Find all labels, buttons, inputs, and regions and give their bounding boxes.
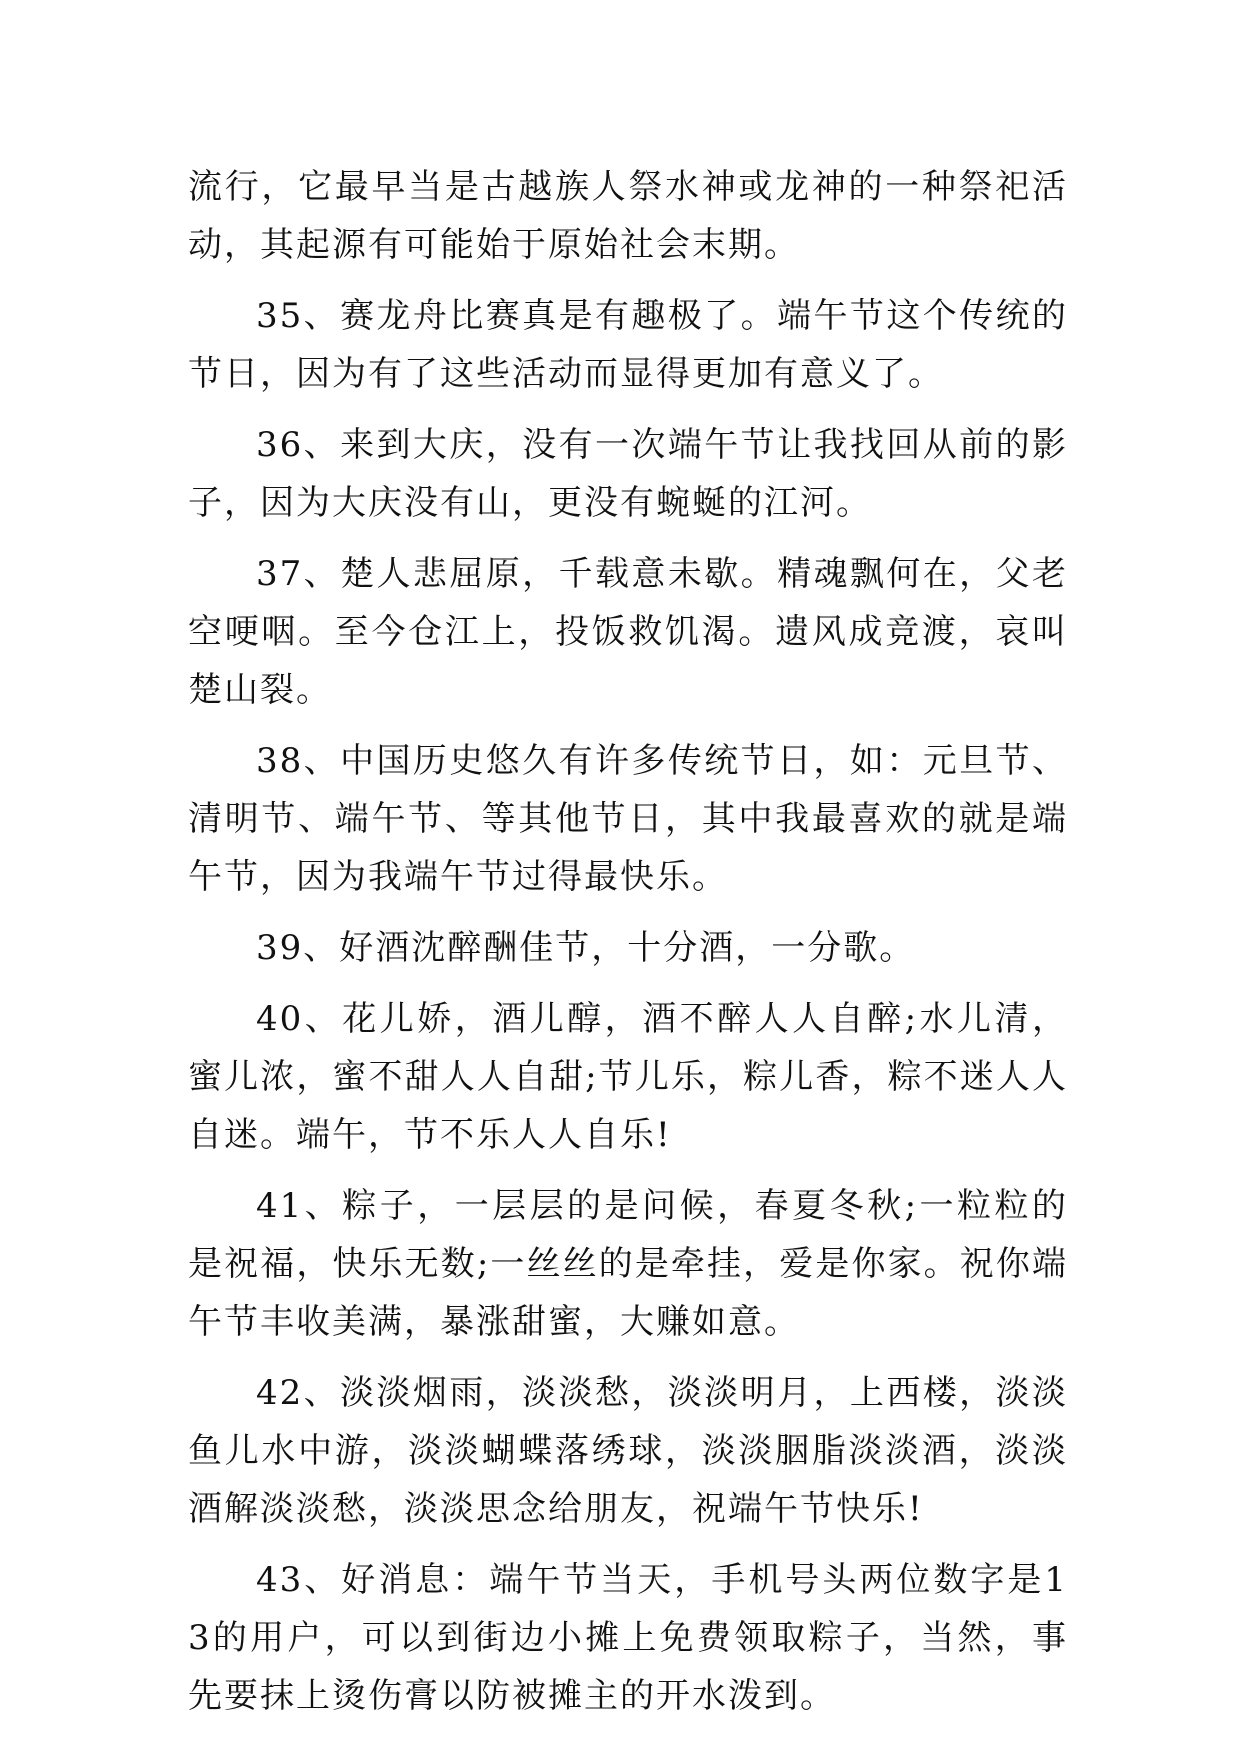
paragraph-36: 36、来到大庆，没有一次端午节让我找回从前的影子，因为大庆没有山，更没有蜿蜒的江河。 bbox=[188, 425, 1068, 523]
paragraph-38: 38、中国历史悠久有许多传统节日，如：元旦节、清明节、端午节、等其他节日，其中我最喜欢的就是端午节，因为我端午节过得最快乐。 bbox=[188, 741, 1068, 897]
paragraph-continued: 流行，它最早当是古越族人祭水神或龙神的一种祭祀活动，其起源有可能始于原始社会末期。 bbox=[188, 167, 1068, 265]
paragraph-35: 35、赛龙舟比赛真是有趣极了。端午节这个传统的节日，因为有了这些活动而显得更加有意义了。 bbox=[188, 296, 1068, 394]
paragraph-37: 37、楚人悲屈原，千载意未歇。精魂飘何在，父老空哽咽。至今仓江上，投饭救饥渴。遗风成竞渡，哀叫楚山裂。 bbox=[188, 554, 1068, 710]
document-body bbox=[188, 158, 1068, 1738]
paragraph-43: 43、好消息：端午节当天，手机号头两位数字是13的用户，可以到街边小摊上免费领取粽子，当然，事先要抹上烫伤膏以防被摊主的开水泼到。 bbox=[188, 1560, 1068, 1716]
paragraph-41: 41、粽子，一层层的是问候，春夏冬秋;一粒粒的是祝福，快乐无数;一丝丝的是牵挂，爱是你家。祝你端午节丰收美满，暴涨甜蜜，大赚如意。 bbox=[188, 1186, 1068, 1342]
paragraph-42: 42、淡淡烟雨，淡淡愁，淡淡明月，上西楼，淡淡鱼儿水中游，淡淡蝴蝶落绣球，淡淡胭脂淡淡酒，淡淡酒解淡淡愁，淡淡思念给朋友，祝端午节快乐! bbox=[188, 1373, 1068, 1529]
paragraph-39: 39、好酒沈醉酬佳节，十分酒，一分歌。 bbox=[256, 928, 916, 968]
paragraph-40: 40、花儿娇，酒儿醇，酒不醉人人自醉;水儿清，蜜儿浓，蜜不甜人人自甜;节儿乐，粽儿香，粽不迷人人自迷。端午，节不乐人人自乐! bbox=[188, 999, 1068, 1155]
